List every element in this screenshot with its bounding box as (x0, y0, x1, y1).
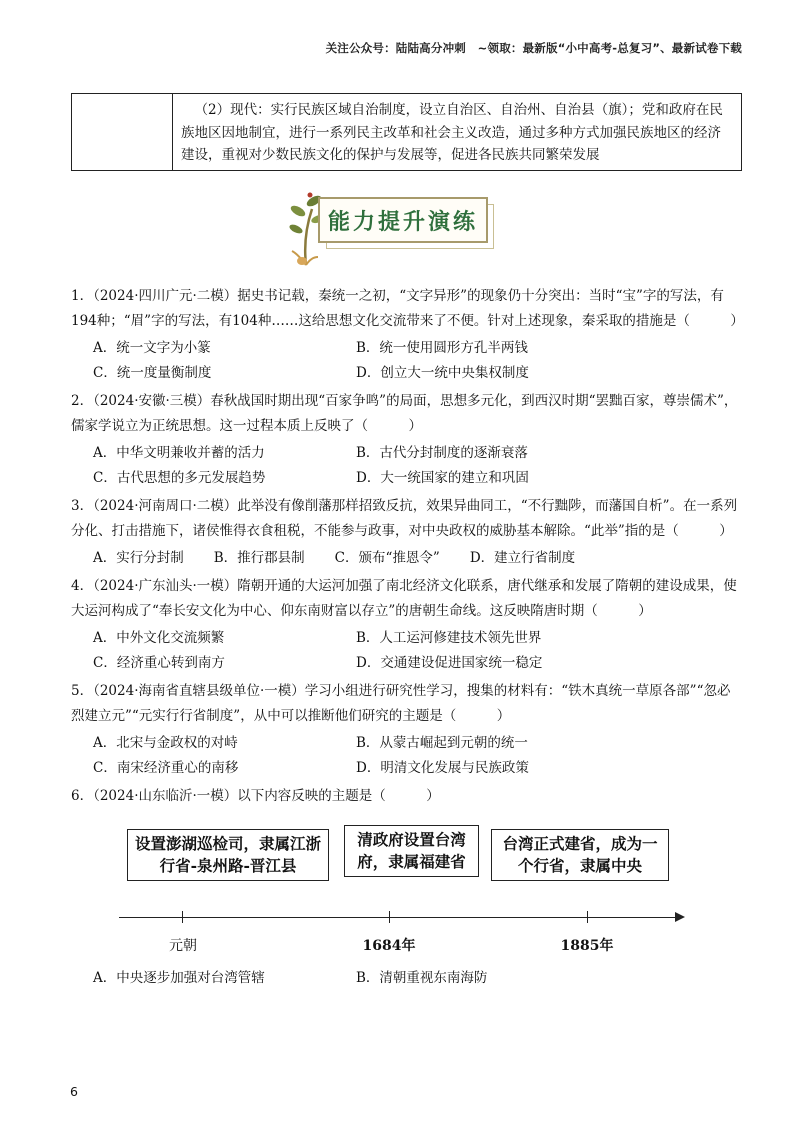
timeline-label: 1885年 (560, 937, 614, 954)
question-options (71, 731, 742, 781)
question-options (71, 626, 742, 676)
banner-box (318, 197, 488, 243)
section-banner (276, 187, 498, 261)
timeline-box-1885: 台湾正式建省，成为一个行省，隶属中央 (491, 829, 669, 881)
option-c[interactable]: C．经济重心转到南方 (93, 655, 225, 671)
option-a[interactable]: A．统一文字为小篆 (93, 340, 211, 356)
option-d[interactable]: D．大一统国家的建立和巩固 (356, 470, 529, 486)
table-right-cell: （2）现代：实行民族区域自治制度，设立自治区、自治州、自治县（旗）；党和政府在民族地区因地制宜，进行一系列民主改革和社会主义改造，通过多种方式加强民族地区的经济建设，重视对少数民族文化的保护与发展等，促进各民族共同繁荣发展 (181, 102, 723, 163)
timeline-box-1684: 清政府设置台湾府，隶属福建省 (344, 825, 479, 877)
summary-table (71, 93, 742, 171)
timeline-axis (119, 917, 679, 918)
timeline-label: 1684年 (362, 937, 416, 954)
question-stem: 1．（2024·四川广元·二模）据史书记载，秦统一之初，“文字异形”的现象仍十分突出：当时“宝”字的写法，有194种；“眉”字的写法，有104种……这给思想文化交流带来了不便。针对上述现象，秦采取的措施是（ ） (71, 288, 744, 329)
question-list (71, 284, 742, 994)
section-title: 能力提升演练 (327, 209, 478, 235)
timeline-figure (71, 815, 742, 963)
question-stem: 6．（2024·山东临沂·一模）以下内容反映的主题是（ ） (71, 788, 440, 804)
option-c[interactable]: C．古代思想的多元发展趋势 (93, 470, 266, 486)
option-b[interactable]: B．清朝重视东南海防 (356, 969, 488, 986)
timeline-tick (182, 911, 183, 923)
option-a[interactable]: A．中华文明兼收并蓄的活力 (93, 445, 265, 461)
question-stem: 2．（2024·安徽·三模）春秋战国时期出现“百家争鸣”的局面，思想多元化，到西汉时期“罢黜百家，尊崇儒术”，儒家学说立为正统思想。这一过程本质上反映了（ ） (71, 393, 738, 434)
option-c[interactable]: C．统一度量衡制度 (93, 365, 212, 381)
timeline-tick (587, 911, 588, 923)
question-options (71, 336, 742, 386)
option-a[interactable]: A．中央逐步加强对台湾管辖 (93, 969, 265, 986)
table-left-cell (72, 94, 173, 170)
option-b[interactable]: B．古代分封制度的逐渐衰落 (356, 445, 528, 461)
option-d[interactable]: D．交通建设促进国家统一稳定 (356, 655, 543, 671)
question-options (71, 441, 742, 491)
option-b[interactable]: B．统一使用圆形方孔半两钱 (356, 340, 528, 356)
timeline-arrow-icon (675, 912, 685, 922)
question-stem: 3．（2024·河南周口·二模）此举没有像削藩那样招致反抗，效果异曲同工，“不行黜陟，而藩国自析”。在一系列分化、打击措施下，诸侯惟得衣食租税，不能参与政事，对中央政权的威胁基本解除。“此举”指的是（ ） (71, 498, 738, 539)
timeline-box-yuan: 设置澎湖巡检司，隶属江浙行省-泉州路-晋江县 (127, 829, 329, 881)
question-options (71, 546, 742, 571)
option-b[interactable]: B．推行郡县制 (213, 550, 305, 566)
option-a[interactable]: A．实行分封制 (93, 550, 184, 566)
timeline-tick (389, 911, 390, 923)
question-stem: 5．（2024·海南省直辖县级单位·一模）学习小组进行研究性学习，搜集的材料有：“铁木真统一草原各部”“忽必烈建立元”“元实行行省制度”，从中可以推断他们研究的主题是（ ） (71, 683, 731, 724)
option-c[interactable]: C．南宋经济重心的南移 (93, 760, 239, 776)
timeline-label: 元朝 (169, 937, 197, 954)
option-a[interactable]: A．北宋与金政权的对峙 (93, 735, 238, 751)
question-stem: 4．（2024·广东汕头·一模）隋朝开通的大运河加强了南北经济文化联系，唐代继承和发展了隋朝的建设成果，使大运河构成了“奉长安文化为中心、仰东南财富以存立”的唐朝生命线。这反映隋唐时期（ ） (71, 578, 737, 619)
option-d[interactable]: D．建立行省制度 (469, 550, 576, 566)
page-number: 6 (70, 1084, 78, 1099)
option-d[interactable]: D．创立大一统中央集权制度 (356, 365, 529, 381)
option-b[interactable]: B．从蒙古崛起到元朝的统一 (356, 735, 528, 751)
option-b[interactable]: B．人工运河修建技术领先世界 (356, 630, 542, 646)
page-header: 关注公众号：陆陆高分冲刺 ~领取：最新版“小中高考-总复习”、最新试卷下载 (325, 41, 742, 55)
question-options (71, 966, 742, 991)
option-a[interactable]: A．中外文化交流频繁 (93, 630, 225, 646)
option-d[interactable]: D．明清文化发展与民族政策 (356, 760, 529, 776)
option-c[interactable]: C．颁布“推恩令” (334, 550, 440, 566)
